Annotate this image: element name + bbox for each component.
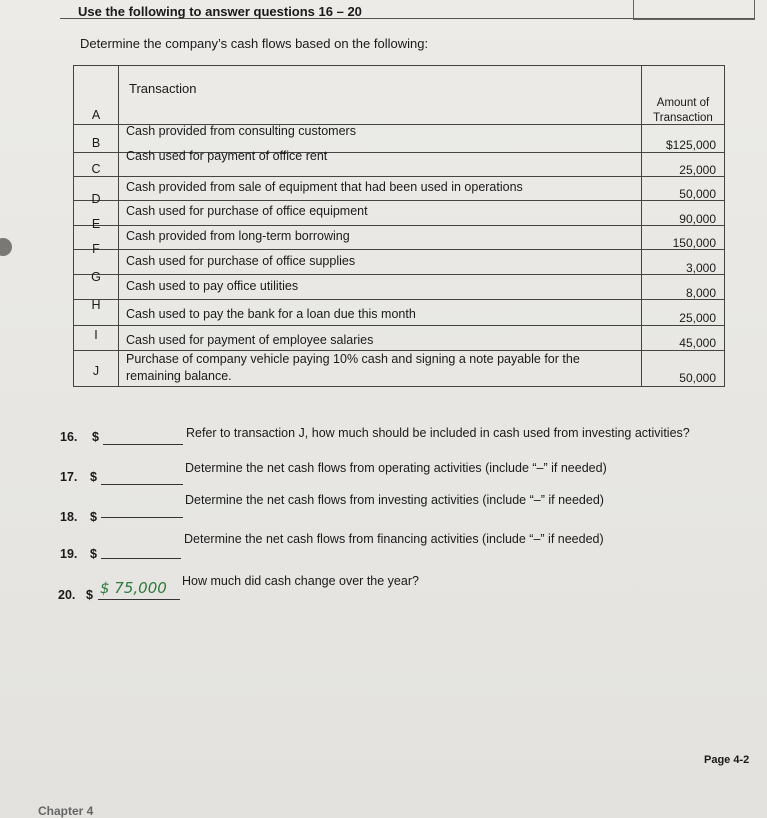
question-16-number: 16. <box>60 430 78 444</box>
row-letter: E <box>91 217 101 231</box>
row-divider <box>74 225 724 226</box>
question-18-number: 18. <box>60 510 78 524</box>
row-letter: H <box>91 298 101 312</box>
chapter-label: Chapter 4 <box>38 804 94 818</box>
amount-header-line1: Amount of <box>656 97 710 109</box>
row-letter: B <box>91 136 101 150</box>
row-description: Cash provided from consulting customers <box>126 124 356 138</box>
row-amount: 25,000 <box>679 163 716 177</box>
binder-hole <box>0 238 12 256</box>
row-description: Cash used for purchase of office supplies <box>126 254 356 268</box>
question-20-number: 20. <box>58 588 76 602</box>
row-amount: 150,000 <box>672 236 716 250</box>
row-description: Cash used for purchase of office equipment <box>126 204 368 218</box>
question-16-dollar: $ <box>92 430 99 444</box>
row-description: Cash used to pay the bank for a loan due this month <box>126 307 416 321</box>
row-amount: 90,000 <box>679 212 716 226</box>
amount-header-line2: Transaction <box>653 112 713 124</box>
row-description: Cash used for payment of employee salaries <box>126 333 374 347</box>
row-description-line2: remaining balance. <box>126 369 232 383</box>
question-16-answer-blank[interactable] <box>103 430 183 445</box>
top-right-box <box>633 0 755 20</box>
row-letter: A <box>91 108 101 122</box>
row-letter: G <box>91 270 101 284</box>
row-divider <box>74 325 724 326</box>
row-description <box>126 351 580 385</box>
row-amount: 50,000 <box>679 187 716 201</box>
row-amount: 50,000 <box>679 371 716 385</box>
row-description: Cash used to pay office utilities <box>126 279 299 293</box>
row-description-line1: Purchase of company vehicle paying 10% cash and signing a note payable for the <box>126 352 580 366</box>
row-divider <box>74 299 724 300</box>
question-20-answer-blank[interactable] <box>98 579 180 600</box>
question-20-answer: $ 75,000 <box>100 579 167 597</box>
row-description: Cash provided from long-term borrowing <box>126 229 350 243</box>
instruction-heading: Use the following to answer questions 16 – 20 <box>78 4 362 19</box>
row-amount: 8,000 <box>685 286 716 300</box>
question-19-answer-blank[interactable] <box>101 544 181 559</box>
question-18-dollar: $ <box>90 510 97 524</box>
row-amount: 25,000 <box>679 311 716 325</box>
row-divider <box>74 200 724 201</box>
row-description: Cash used for payment of office rent <box>126 149 328 163</box>
row-letter: J <box>92 364 100 378</box>
question-20-text: How much did cash change over the year? <box>182 574 419 588</box>
row-amount: 45,000 <box>679 336 716 350</box>
row-letter: I <box>94 328 98 342</box>
transaction-header: Transaction <box>129 81 197 96</box>
row-letter: C <box>91 162 101 176</box>
amount-column-divider <box>641 66 642 386</box>
row-divider <box>74 249 724 250</box>
question-17-answer-blank[interactable] <box>101 470 183 485</box>
question-16-text: Refer to transaction J, how much should be included in cash used from investing activities? <box>186 426 690 440</box>
question-19-text: Determine the net cash flows from financing activities (include “–” if needed) <box>184 532 604 546</box>
question-17-text: Determine the net cash flows from operating activities (include “–” if needed) <box>185 461 607 475</box>
question-18-text: Determine the net cash flows from investing activities (include “–” if needed) <box>185 493 604 507</box>
question-19-dollar: $ <box>90 547 97 561</box>
page-number: Page 4-2 <box>704 754 750 766</box>
question-18-answer-blank[interactable] <box>101 503 183 518</box>
question-19-number: 19. <box>60 547 78 561</box>
question-17-number: 17. <box>60 470 78 484</box>
row-amount: 3,000 <box>685 261 716 275</box>
row-divider <box>74 274 724 275</box>
question-20-dollar: $ <box>86 588 93 602</box>
row-divider <box>74 176 724 177</box>
amount-header <box>647 96 719 126</box>
transaction-table <box>73 65 725 387</box>
intro-text: Determine the company’s cash flows based on the following: <box>80 36 429 51</box>
row-amount: $125,000 <box>665 138 716 152</box>
question-17-dollar: $ <box>90 470 97 484</box>
row-letter: D <box>91 192 101 206</box>
row-description: Cash provided from sale of equipment that had been used in operations <box>126 180 523 194</box>
row-letter: F <box>92 242 100 256</box>
